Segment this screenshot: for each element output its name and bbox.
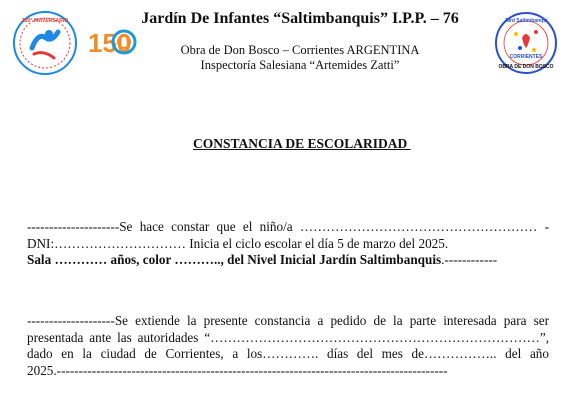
paragraph1-line3 (27, 252, 549, 269)
paragraph2-line1: --------------------Se extiende la presente constancia a pedido de la parte interesada para ser (27, 313, 549, 328)
paragraph1-line3-bold: Sala ………… años, color ……….., del Nivel Inicial Jardín Saltimbanquis (27, 252, 442, 267)
paragraph-request (27, 313, 549, 379)
150-number: 150 (88, 28, 132, 58)
seal-bottom-text: OBRA DE DON BOSCO (498, 64, 554, 70)
header-subtitle-1: Obra de Don Bosco – Corrientes ARGENTINA (180, 43, 420, 57)
document-title: CONSTANCIA DE ESCOLARIDAD (193, 136, 411, 151)
paragraph2-line4: 2025.----------------------------------------------------------------------------------------- (27, 362, 448, 378)
paragraph-enrollment (27, 219, 549, 269)
seal-middle-text: CORRIENTES (509, 54, 543, 60)
header-subtitle-2: Inspectoría Salesiana “Artemides Zatti” (200, 58, 400, 72)
school-seal-logo (494, 8, 558, 78)
school-name: Jardín De Infantes “Saltimbanquis” I.P.P. – 76 (141, 10, 459, 27)
paragraph2-line3: dado en la ciudad de Corrientes, a los…………. días del mes de…………….. del año (27, 346, 549, 361)
paragraph1-line1: ---------------------Se hace constar que el niño/a ……………………………………………… - (27, 219, 549, 234)
paragraph1-line3-tail: .------------ (441, 252, 498, 267)
anniversary-logo (12, 10, 78, 76)
paragraph1-line2: DNI:………………………… Inicia el ciclo escolar el día 5 de marzo del 2025. (27, 235, 449, 251)
anniversary-logo-text: 150° ANIVERSARIO (21, 18, 69, 24)
150-years-logo (86, 22, 146, 62)
paragraph2-line2: presentada ante las autoridades “…………………………………………………………………”, (27, 329, 549, 345)
seal-top-text: Jard Saltimbanqui (504, 18, 548, 24)
